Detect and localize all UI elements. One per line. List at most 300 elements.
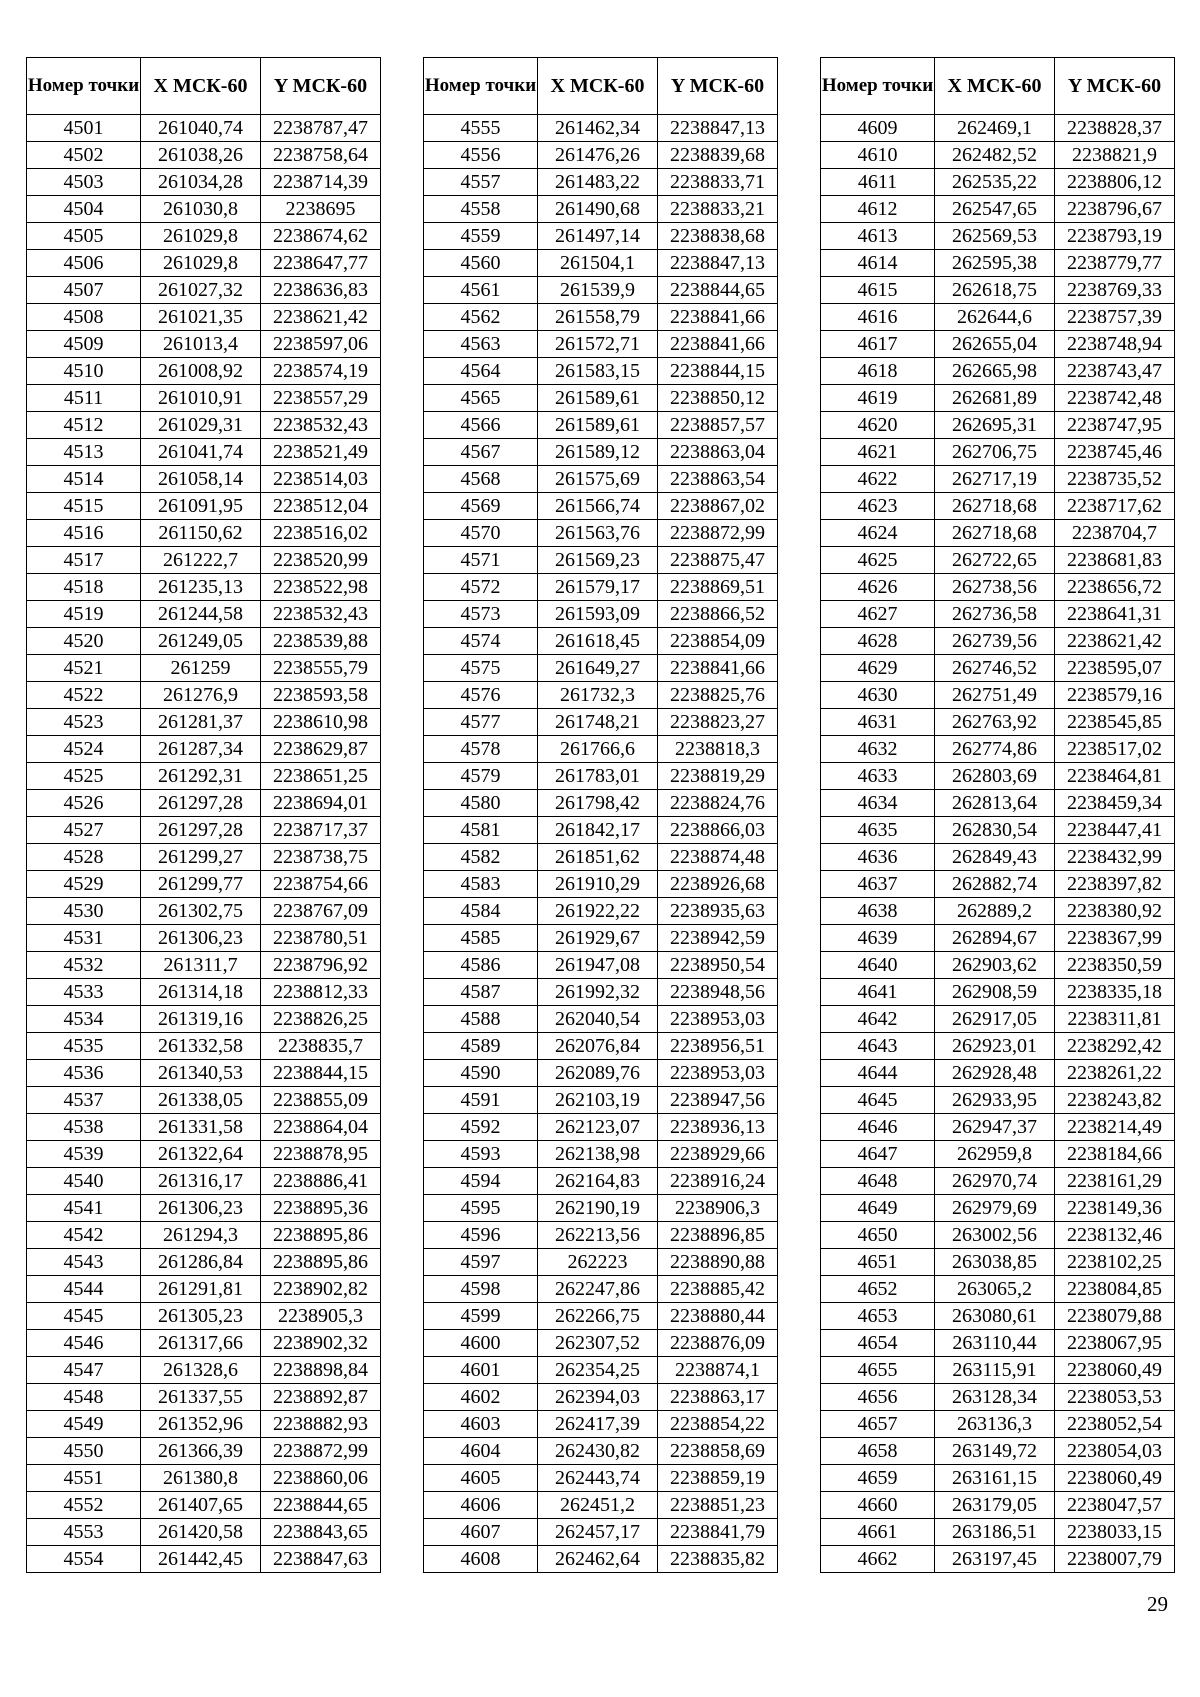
x-coordinate-cell: 262947,37 (935, 1114, 1055, 1141)
y-coordinate-cell: 2238902,32 (261, 1330, 381, 1357)
point-number-cell: 4519 (27, 601, 141, 628)
table-row (424, 979, 778, 1006)
y-coordinate-cell: 2238060,49 (1055, 1357, 1175, 1384)
x-coordinate-cell: 262213,56 (538, 1222, 658, 1249)
header-point-number: Номер точки (821, 58, 935, 115)
table-row (424, 115, 778, 142)
y-coordinate-cell: 2238033,15 (1055, 1519, 1175, 1546)
x-coordinate-cell: 261766,6 (538, 736, 658, 763)
table-row (821, 628, 1175, 655)
point-number-cell: 4513 (27, 439, 141, 466)
x-coordinate-cell: 262482,52 (935, 142, 1055, 169)
x-coordinate-cell: 261021,35 (141, 304, 261, 331)
y-coordinate-cell: 2238757,39 (1055, 304, 1175, 331)
y-coordinate-cell: 2238866,52 (658, 601, 778, 628)
table-row (27, 1492, 381, 1519)
point-number-cell: 4574 (424, 628, 538, 655)
x-coordinate-cell: 261338,05 (141, 1087, 261, 1114)
table-row (424, 1384, 778, 1411)
point-number-cell: 4634 (821, 790, 935, 817)
x-coordinate-cell: 262739,56 (935, 628, 1055, 655)
y-coordinate-cell: 2238898,84 (261, 1357, 381, 1384)
y-coordinate-cell: 2238844,15 (261, 1060, 381, 1087)
point-number-cell: 4610 (821, 142, 935, 169)
x-coordinate-cell: 261297,28 (141, 790, 261, 817)
x-coordinate-cell: 261566,74 (538, 493, 658, 520)
y-coordinate-cell: 2238895,86 (261, 1249, 381, 1276)
point-number-cell: 4527 (27, 817, 141, 844)
x-coordinate-cell: 261352,96 (141, 1411, 261, 1438)
table-row (424, 1195, 778, 1222)
point-number-cell: 4507 (27, 277, 141, 304)
point-number-cell: 4651 (821, 1249, 935, 1276)
point-number-cell: 4628 (821, 628, 935, 655)
y-coordinate-cell: 2238841,79 (658, 1519, 778, 1546)
y-coordinate-cell: 2238863,04 (658, 439, 778, 466)
y-coordinate-cell: 2238838,68 (658, 223, 778, 250)
coordinates-table-1 (26, 57, 381, 1573)
x-coordinate-cell: 262076,84 (538, 1033, 658, 1060)
x-coordinate-cell: 261030,8 (141, 196, 261, 223)
y-coordinate-cell: 2238825,76 (658, 682, 778, 709)
table-row (424, 250, 778, 277)
point-number-cell: 4636 (821, 844, 935, 871)
y-coordinate-cell: 2238742,48 (1055, 385, 1175, 412)
table-row (821, 871, 1175, 898)
y-coordinate-cell: 2238875,47 (658, 547, 778, 574)
point-number-cell: 4528 (27, 844, 141, 871)
table-row (821, 304, 1175, 331)
point-number-cell: 4542 (27, 1222, 141, 1249)
table-row (821, 277, 1175, 304)
point-number-cell: 4558 (424, 196, 538, 223)
x-coordinate-cell: 261316,17 (141, 1168, 261, 1195)
table-row (27, 682, 381, 709)
point-number-cell: 4591 (424, 1087, 538, 1114)
y-coordinate-cell: 2238851,23 (658, 1492, 778, 1519)
y-coordinate-cell: 2238942,59 (658, 925, 778, 952)
x-coordinate-cell: 262535,22 (935, 169, 1055, 196)
table-row (424, 412, 778, 439)
y-coordinate-cell: 2238854,22 (658, 1411, 778, 1438)
point-number-cell: 4627 (821, 601, 935, 628)
table-row (27, 358, 381, 385)
x-coordinate-cell: 262803,69 (935, 763, 1055, 790)
y-coordinate-cell: 2238593,58 (261, 682, 381, 709)
point-number-cell: 4585 (424, 925, 538, 952)
x-coordinate-cell: 262917,05 (935, 1006, 1055, 1033)
point-number-cell: 4509 (27, 331, 141, 358)
y-coordinate-cell: 2238555,79 (261, 655, 381, 682)
x-coordinate-cell: 262595,38 (935, 250, 1055, 277)
y-coordinate-cell: 2238947,56 (658, 1087, 778, 1114)
x-coordinate-cell: 261281,37 (141, 709, 261, 736)
point-number-cell: 4654 (821, 1330, 935, 1357)
header-x-coordinate: X МСК-60 (935, 58, 1055, 115)
point-number-cell: 4564 (424, 358, 538, 385)
table-row (424, 142, 778, 169)
point-number-cell: 4594 (424, 1168, 538, 1195)
point-number-cell: 4544 (27, 1276, 141, 1303)
point-number-cell: 4543 (27, 1249, 141, 1276)
y-coordinate-cell: 2238826,25 (261, 1006, 381, 1033)
point-number-cell: 4571 (424, 547, 538, 574)
table-row (27, 304, 381, 331)
point-number-cell: 4656 (821, 1384, 935, 1411)
point-number-cell: 4633 (821, 763, 935, 790)
table-row (424, 1087, 778, 1114)
table-row (424, 331, 778, 358)
x-coordinate-cell: 261504,1 (538, 250, 658, 277)
table-row (821, 169, 1175, 196)
point-number-cell: 4570 (424, 520, 538, 547)
point-number-cell: 4626 (821, 574, 935, 601)
table-row (821, 601, 1175, 628)
y-coordinate-cell: 2238380,92 (1055, 898, 1175, 925)
point-number-cell: 4538 (27, 1114, 141, 1141)
point-number-cell: 4515 (27, 493, 141, 520)
y-coordinate-cell: 2238953,03 (658, 1060, 778, 1087)
table-row (424, 1276, 778, 1303)
point-number-cell: 4635 (821, 817, 935, 844)
y-coordinate-cell: 2238950,54 (658, 952, 778, 979)
point-number-cell: 4618 (821, 358, 935, 385)
x-coordinate-cell: 262223 (538, 1249, 658, 1276)
table-row (821, 1411, 1175, 1438)
x-coordinate-cell: 262123,07 (538, 1114, 658, 1141)
x-coordinate-cell: 261091,95 (141, 493, 261, 520)
table-row (821, 1060, 1175, 1087)
x-coordinate-cell: 263002,56 (935, 1222, 1055, 1249)
coordinates-table-2 (423, 57, 778, 1573)
table-row (27, 1168, 381, 1195)
x-coordinate-cell: 261442,45 (141, 1546, 261, 1573)
point-number-cell: 4559 (424, 223, 538, 250)
y-coordinate-cell: 2238597,06 (261, 331, 381, 358)
table-row (27, 439, 381, 466)
table-row (424, 493, 778, 520)
y-coordinate-cell: 2238869,51 (658, 574, 778, 601)
point-number-cell: 4573 (424, 601, 538, 628)
table-row (424, 358, 778, 385)
y-coordinate-cell: 2238872,99 (261, 1438, 381, 1465)
table-row (27, 493, 381, 520)
page-number: 29 (1147, 1592, 1168, 1616)
point-number-cell: 4578 (424, 736, 538, 763)
point-number-cell: 4596 (424, 1222, 538, 1249)
y-coordinate-cell: 2238532,43 (261, 412, 381, 439)
x-coordinate-cell: 261340,53 (141, 1060, 261, 1087)
x-coordinate-cell: 261328,6 (141, 1357, 261, 1384)
x-coordinate-cell: 261483,22 (538, 169, 658, 196)
x-coordinate-cell: 262451,2 (538, 1492, 658, 1519)
y-coordinate-cell: 2238806,12 (1055, 169, 1175, 196)
table-row (821, 1519, 1175, 1546)
table-row (424, 1222, 778, 1249)
header-y-coordinate: Y МСК-60 (658, 58, 778, 115)
y-coordinate-cell: 2238793,19 (1055, 223, 1175, 250)
point-number-cell: 4605 (424, 1465, 538, 1492)
point-number-cell: 4655 (821, 1357, 935, 1384)
table-row (27, 1303, 381, 1330)
x-coordinate-cell: 262655,04 (935, 331, 1055, 358)
y-coordinate-cell: 2238855,09 (261, 1087, 381, 1114)
x-coordinate-cell: 262718,68 (935, 520, 1055, 547)
y-coordinate-cell: 2238447,41 (1055, 817, 1175, 844)
point-number-cell: 4625 (821, 547, 935, 574)
y-coordinate-cell: 2238007,79 (1055, 1546, 1175, 1573)
point-number-cell: 4518 (27, 574, 141, 601)
point-number-cell: 4597 (424, 1249, 538, 1276)
point-number-cell: 4619 (821, 385, 935, 412)
x-coordinate-cell: 261851,62 (538, 844, 658, 871)
y-coordinate-cell: 2238651,25 (261, 763, 381, 790)
header-x-coordinate: X МСК-60 (538, 58, 658, 115)
y-coordinate-cell: 2238860,06 (261, 1465, 381, 1492)
point-number-cell: 4554 (27, 1546, 141, 1573)
y-coordinate-cell: 2238896,85 (658, 1222, 778, 1249)
table-row (27, 412, 381, 439)
y-coordinate-cell: 2238780,51 (261, 925, 381, 952)
point-number-cell: 4531 (27, 925, 141, 952)
point-number-cell: 4579 (424, 763, 538, 790)
y-coordinate-cell: 2238754,66 (261, 871, 381, 898)
point-number-cell: 4650 (821, 1222, 935, 1249)
table-row (27, 817, 381, 844)
x-coordinate-cell: 262462,64 (538, 1546, 658, 1573)
table-row (424, 1114, 778, 1141)
point-number-cell: 4517 (27, 547, 141, 574)
y-coordinate-cell: 2238926,68 (658, 871, 778, 898)
table-row (821, 331, 1175, 358)
x-coordinate-cell: 261306,23 (141, 925, 261, 952)
table-row (27, 871, 381, 898)
coordinates-tables (0, 57, 1200, 1577)
y-coordinate-cell: 2238532,43 (261, 601, 381, 628)
point-number-cell: 4580 (424, 790, 538, 817)
y-coordinate-cell: 2238843,65 (261, 1519, 381, 1546)
point-number-cell: 4548 (27, 1384, 141, 1411)
table-row (27, 1033, 381, 1060)
y-coordinate-cell: 2238841,66 (658, 655, 778, 682)
header-y-coordinate: Y МСК-60 (261, 58, 381, 115)
point-number-cell: 4582 (424, 844, 538, 871)
y-coordinate-cell: 2238833,71 (658, 169, 778, 196)
y-coordinate-cell: 2238311,81 (1055, 1006, 1175, 1033)
table-row (821, 223, 1175, 250)
table-row (27, 709, 381, 736)
x-coordinate-cell: 261575,69 (538, 466, 658, 493)
table-row (821, 925, 1175, 952)
point-number-cell: 4563 (424, 331, 538, 358)
y-coordinate-cell: 2238844,15 (658, 358, 778, 385)
table-row (821, 1465, 1175, 1492)
table-row (424, 1303, 778, 1330)
table-row (821, 1141, 1175, 1168)
table-row (821, 142, 1175, 169)
point-number-cell: 4577 (424, 709, 538, 736)
table-row (424, 304, 778, 331)
y-coordinate-cell: 2238936,13 (658, 1114, 778, 1141)
point-number-cell: 4662 (821, 1546, 935, 1573)
x-coordinate-cell: 261366,39 (141, 1438, 261, 1465)
y-coordinate-cell: 2238367,99 (1055, 925, 1175, 952)
point-number-cell: 4532 (27, 952, 141, 979)
point-number-cell: 4631 (821, 709, 935, 736)
table-row (424, 628, 778, 655)
y-coordinate-cell: 2238824,76 (658, 790, 778, 817)
x-coordinate-cell: 263128,34 (935, 1384, 1055, 1411)
table-row (27, 1114, 381, 1141)
y-coordinate-cell: 2238464,81 (1055, 763, 1175, 790)
point-number-cell: 4645 (821, 1087, 935, 1114)
point-number-cell: 4584 (424, 898, 538, 925)
table-row (27, 790, 381, 817)
y-coordinate-cell: 2238787,47 (261, 115, 381, 142)
table-row (424, 763, 778, 790)
x-coordinate-cell: 263110,44 (935, 1330, 1055, 1357)
y-coordinate-cell: 2238539,88 (261, 628, 381, 655)
point-number-cell: 4547 (27, 1357, 141, 1384)
x-coordinate-cell: 261618,45 (538, 628, 658, 655)
x-coordinate-cell: 261027,32 (141, 277, 261, 304)
point-number-cell: 4632 (821, 736, 935, 763)
point-number-cell: 4595 (424, 1195, 538, 1222)
point-number-cell: 4616 (821, 304, 935, 331)
x-coordinate-cell: 261150,62 (141, 520, 261, 547)
point-number-cell: 4535 (27, 1033, 141, 1060)
y-coordinate-cell: 2238948,56 (658, 979, 778, 1006)
table-row (424, 871, 778, 898)
point-number-cell: 4583 (424, 871, 538, 898)
point-number-cell: 4649 (821, 1195, 935, 1222)
table-header-row (821, 58, 1175, 115)
x-coordinate-cell: 263197,45 (935, 1546, 1055, 1573)
point-number-cell: 4612 (821, 196, 935, 223)
y-coordinate-cell: 2238084,85 (1055, 1276, 1175, 1303)
point-number-cell: 4615 (821, 277, 935, 304)
y-coordinate-cell: 2238835,7 (261, 1033, 381, 1060)
x-coordinate-cell: 261497,14 (538, 223, 658, 250)
point-number-cell: 4617 (821, 331, 935, 358)
x-coordinate-cell: 261299,27 (141, 844, 261, 871)
x-coordinate-cell: 261558,79 (538, 304, 658, 331)
table-row (821, 682, 1175, 709)
point-number-cell: 4537 (27, 1087, 141, 1114)
point-number-cell: 4646 (821, 1114, 935, 1141)
table-row (424, 169, 778, 196)
table-row (424, 925, 778, 952)
table-row (424, 385, 778, 412)
x-coordinate-cell: 263080,61 (935, 1303, 1055, 1330)
y-coordinate-cell: 2238629,87 (261, 736, 381, 763)
y-coordinate-cell: 2238895,36 (261, 1195, 381, 1222)
y-coordinate-cell: 2238745,46 (1055, 439, 1175, 466)
table-row (27, 601, 381, 628)
table-row (821, 1033, 1175, 1060)
point-number-cell: 4593 (424, 1141, 538, 1168)
y-coordinate-cell: 2238844,65 (658, 277, 778, 304)
point-number-cell: 4524 (27, 736, 141, 763)
x-coordinate-cell: 262354,25 (538, 1357, 658, 1384)
y-coordinate-cell: 2238054,03 (1055, 1438, 1175, 1465)
x-coordinate-cell: 261034,28 (141, 169, 261, 196)
y-coordinate-cell: 2238905,3 (261, 1303, 381, 1330)
table-row (424, 1033, 778, 1060)
y-coordinate-cell: 2238833,21 (658, 196, 778, 223)
table-row (424, 952, 778, 979)
point-number-cell: 4613 (821, 223, 935, 250)
point-number-cell: 4598 (424, 1276, 538, 1303)
x-coordinate-cell: 261286,84 (141, 1249, 261, 1276)
table-row (821, 385, 1175, 412)
table-row (27, 331, 381, 358)
x-coordinate-cell: 261476,26 (538, 142, 658, 169)
x-coordinate-cell: 263179,05 (935, 1492, 1055, 1519)
table-row (27, 1411, 381, 1438)
y-coordinate-cell: 2238854,09 (658, 628, 778, 655)
y-coordinate-cell: 2238714,39 (261, 169, 381, 196)
x-coordinate-cell: 262933,95 (935, 1087, 1055, 1114)
coordinates-table-3 (820, 57, 1175, 1573)
table-row (27, 844, 381, 871)
x-coordinate-cell: 263065,2 (935, 1276, 1055, 1303)
y-coordinate-cell: 2238738,75 (261, 844, 381, 871)
x-coordinate-cell: 261583,15 (538, 358, 658, 385)
x-coordinate-cell: 261010,91 (141, 385, 261, 412)
table-row (424, 1519, 778, 1546)
table-row (27, 979, 381, 1006)
x-coordinate-cell: 262746,52 (935, 655, 1055, 682)
point-number-cell: 4600 (424, 1330, 538, 1357)
y-coordinate-cell: 2238864,04 (261, 1114, 381, 1141)
table-row (821, 1303, 1175, 1330)
x-coordinate-cell: 262889,2 (935, 898, 1055, 925)
point-number-cell: 4611 (821, 169, 935, 196)
y-coordinate-cell: 2238350,59 (1055, 952, 1175, 979)
point-number-cell: 4534 (27, 1006, 141, 1033)
point-number-cell: 4560 (424, 250, 538, 277)
table-row (424, 601, 778, 628)
table-row (27, 655, 381, 682)
table-row (27, 1465, 381, 1492)
point-number-cell: 4572 (424, 574, 538, 601)
x-coordinate-cell: 261038,26 (141, 142, 261, 169)
y-coordinate-cell: 2238882,93 (261, 1411, 381, 1438)
y-coordinate-cell: 2238681,83 (1055, 547, 1175, 574)
table-row (27, 952, 381, 979)
table-row (27, 1438, 381, 1465)
point-number-cell: 4522 (27, 682, 141, 709)
point-number-cell: 4506 (27, 250, 141, 277)
point-number-cell: 4525 (27, 763, 141, 790)
x-coordinate-cell: 262547,65 (935, 196, 1055, 223)
table-row (821, 1249, 1175, 1276)
table-row (424, 1006, 778, 1033)
x-coordinate-cell: 262103,19 (538, 1087, 658, 1114)
point-number-cell: 4530 (27, 898, 141, 925)
point-number-cell: 4567 (424, 439, 538, 466)
header-x-coordinate: X МСК-60 (141, 58, 261, 115)
table-row (424, 790, 778, 817)
y-coordinate-cell: 2238819,29 (658, 763, 778, 790)
x-coordinate-cell: 263149,72 (935, 1438, 1055, 1465)
x-coordinate-cell: 262040,54 (538, 1006, 658, 1033)
x-coordinate-cell: 262681,89 (935, 385, 1055, 412)
x-coordinate-cell: 262849,43 (935, 844, 1055, 871)
y-coordinate-cell: 2238397,82 (1055, 871, 1175, 898)
point-number-cell: 4575 (424, 655, 538, 682)
